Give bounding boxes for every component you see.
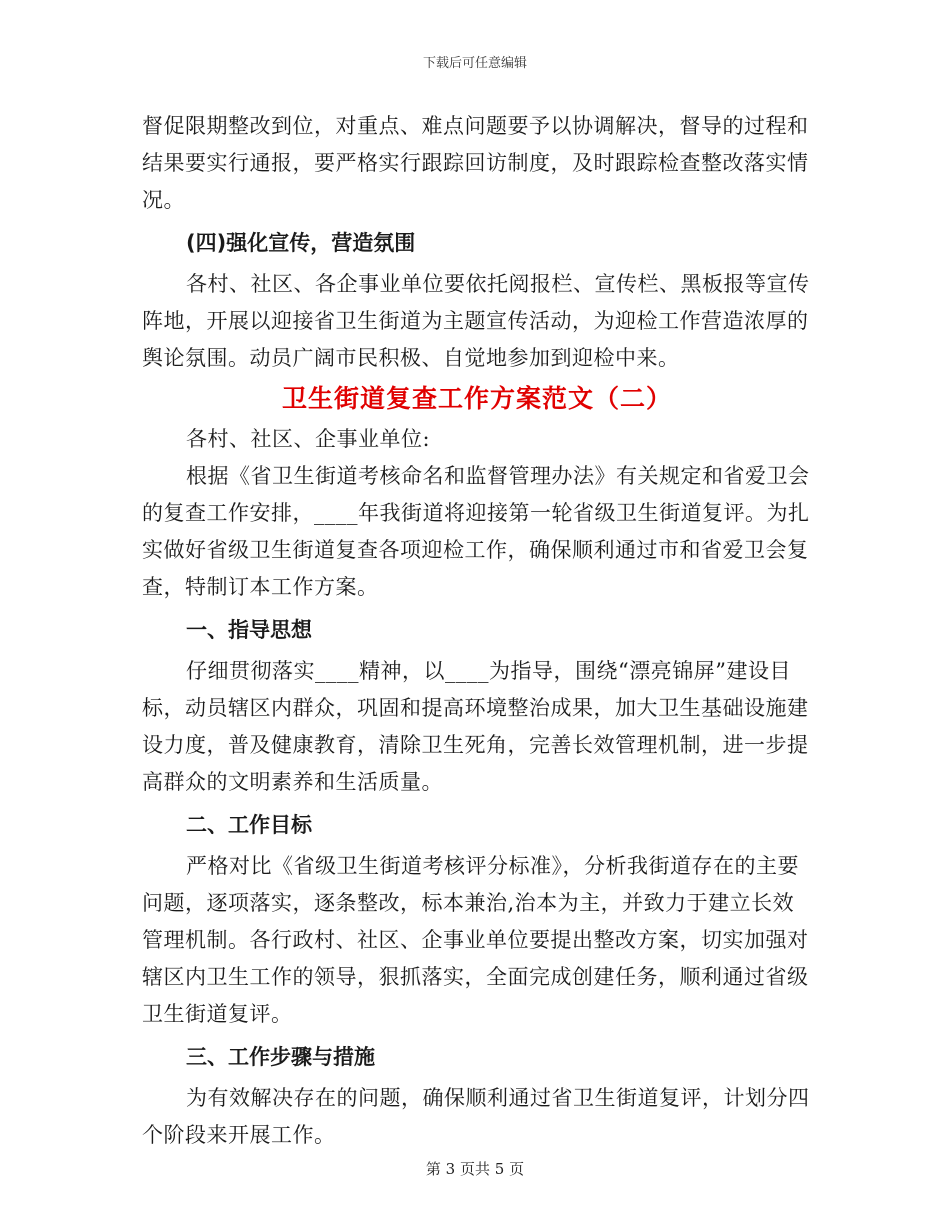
section-heading-three: 三、工作步骤与措施	[186, 1045, 375, 1069]
page-number: 第 3 页共 5 页	[425, 1160, 525, 1178]
page-header-note: 下载后可任意编辑	[422, 56, 527, 71]
salutation: 各村、社区、企事业单位:	[186, 427, 431, 451]
paragraph-publicity: 各村、社区、各企事业单位要依托阅报栏、宣传栏、黑板报等宣传阵地，开展以迎接省卫生街道为主题宣传活动，为迎检工作营造浓厚的舆论氛围。动员广阔市民积极、自觉地参加到迎检中来。	[142, 272, 810, 370]
document-body	[142, 108, 812, 1154]
document-title: 卫生街道复查工作方案范文（二）	[281, 384, 672, 413]
section-heading-four: (四)强化宣传，营造氛围	[186, 231, 416, 255]
paragraph-work-goals: 严格对比《省级卫生街道考核评分标准》，分析我街道存在的主要问题，逐项落实，逐条整改，标本兼治,治本为主，并致力于建立长效管理机制。各行政村、社区、企事业单位要提出整改方案，切实加强对辖区内卫生工作的领导，狠抓落实，全面完成创建任务，顺利通过省级卫生街道复评。	[142, 854, 809, 1026]
paragraph-steps: 为有效解决存在的问题，确保顺利通过省卫生街道复评，计划分四个阶段来开展工作。	[142, 1086, 810, 1147]
paragraph-guiding-thought: 仔细贯彻落实____精神，以____为指导，围绕“漂亮锦屏”建设目标，动员辖区内群众，巩固和提高环境整治成果，加大卫生基础设施建设力度，普及健康教育，清除卫生死角，完善长效管理机制，进一步提高群众的文明素养和生活质量。	[142, 659, 809, 794]
section-heading-two: 二、工作目标	[186, 813, 312, 837]
paragraph-basis: 根据《省卫生街道考核命名和监督管理办法》有关规定和省爱卫会的复查工作安排，____年我街道将迎接第一轮省级卫生街道复评。为扎实做好省级卫生街道复查各项迎检工作，确保顺利通过市和省爱卫会复查，特制订本工作方案。	[142, 464, 810, 599]
section-heading-one: 一、指导思想	[186, 618, 312, 642]
paragraph-supervision: 督促限期整改到位，对重点、难点问题要予以协调解决，督导的过程和结果要实行通报，要严格实行跟踪回访制度，及时跟踪检查整改落实情况。	[142, 114, 809, 212]
